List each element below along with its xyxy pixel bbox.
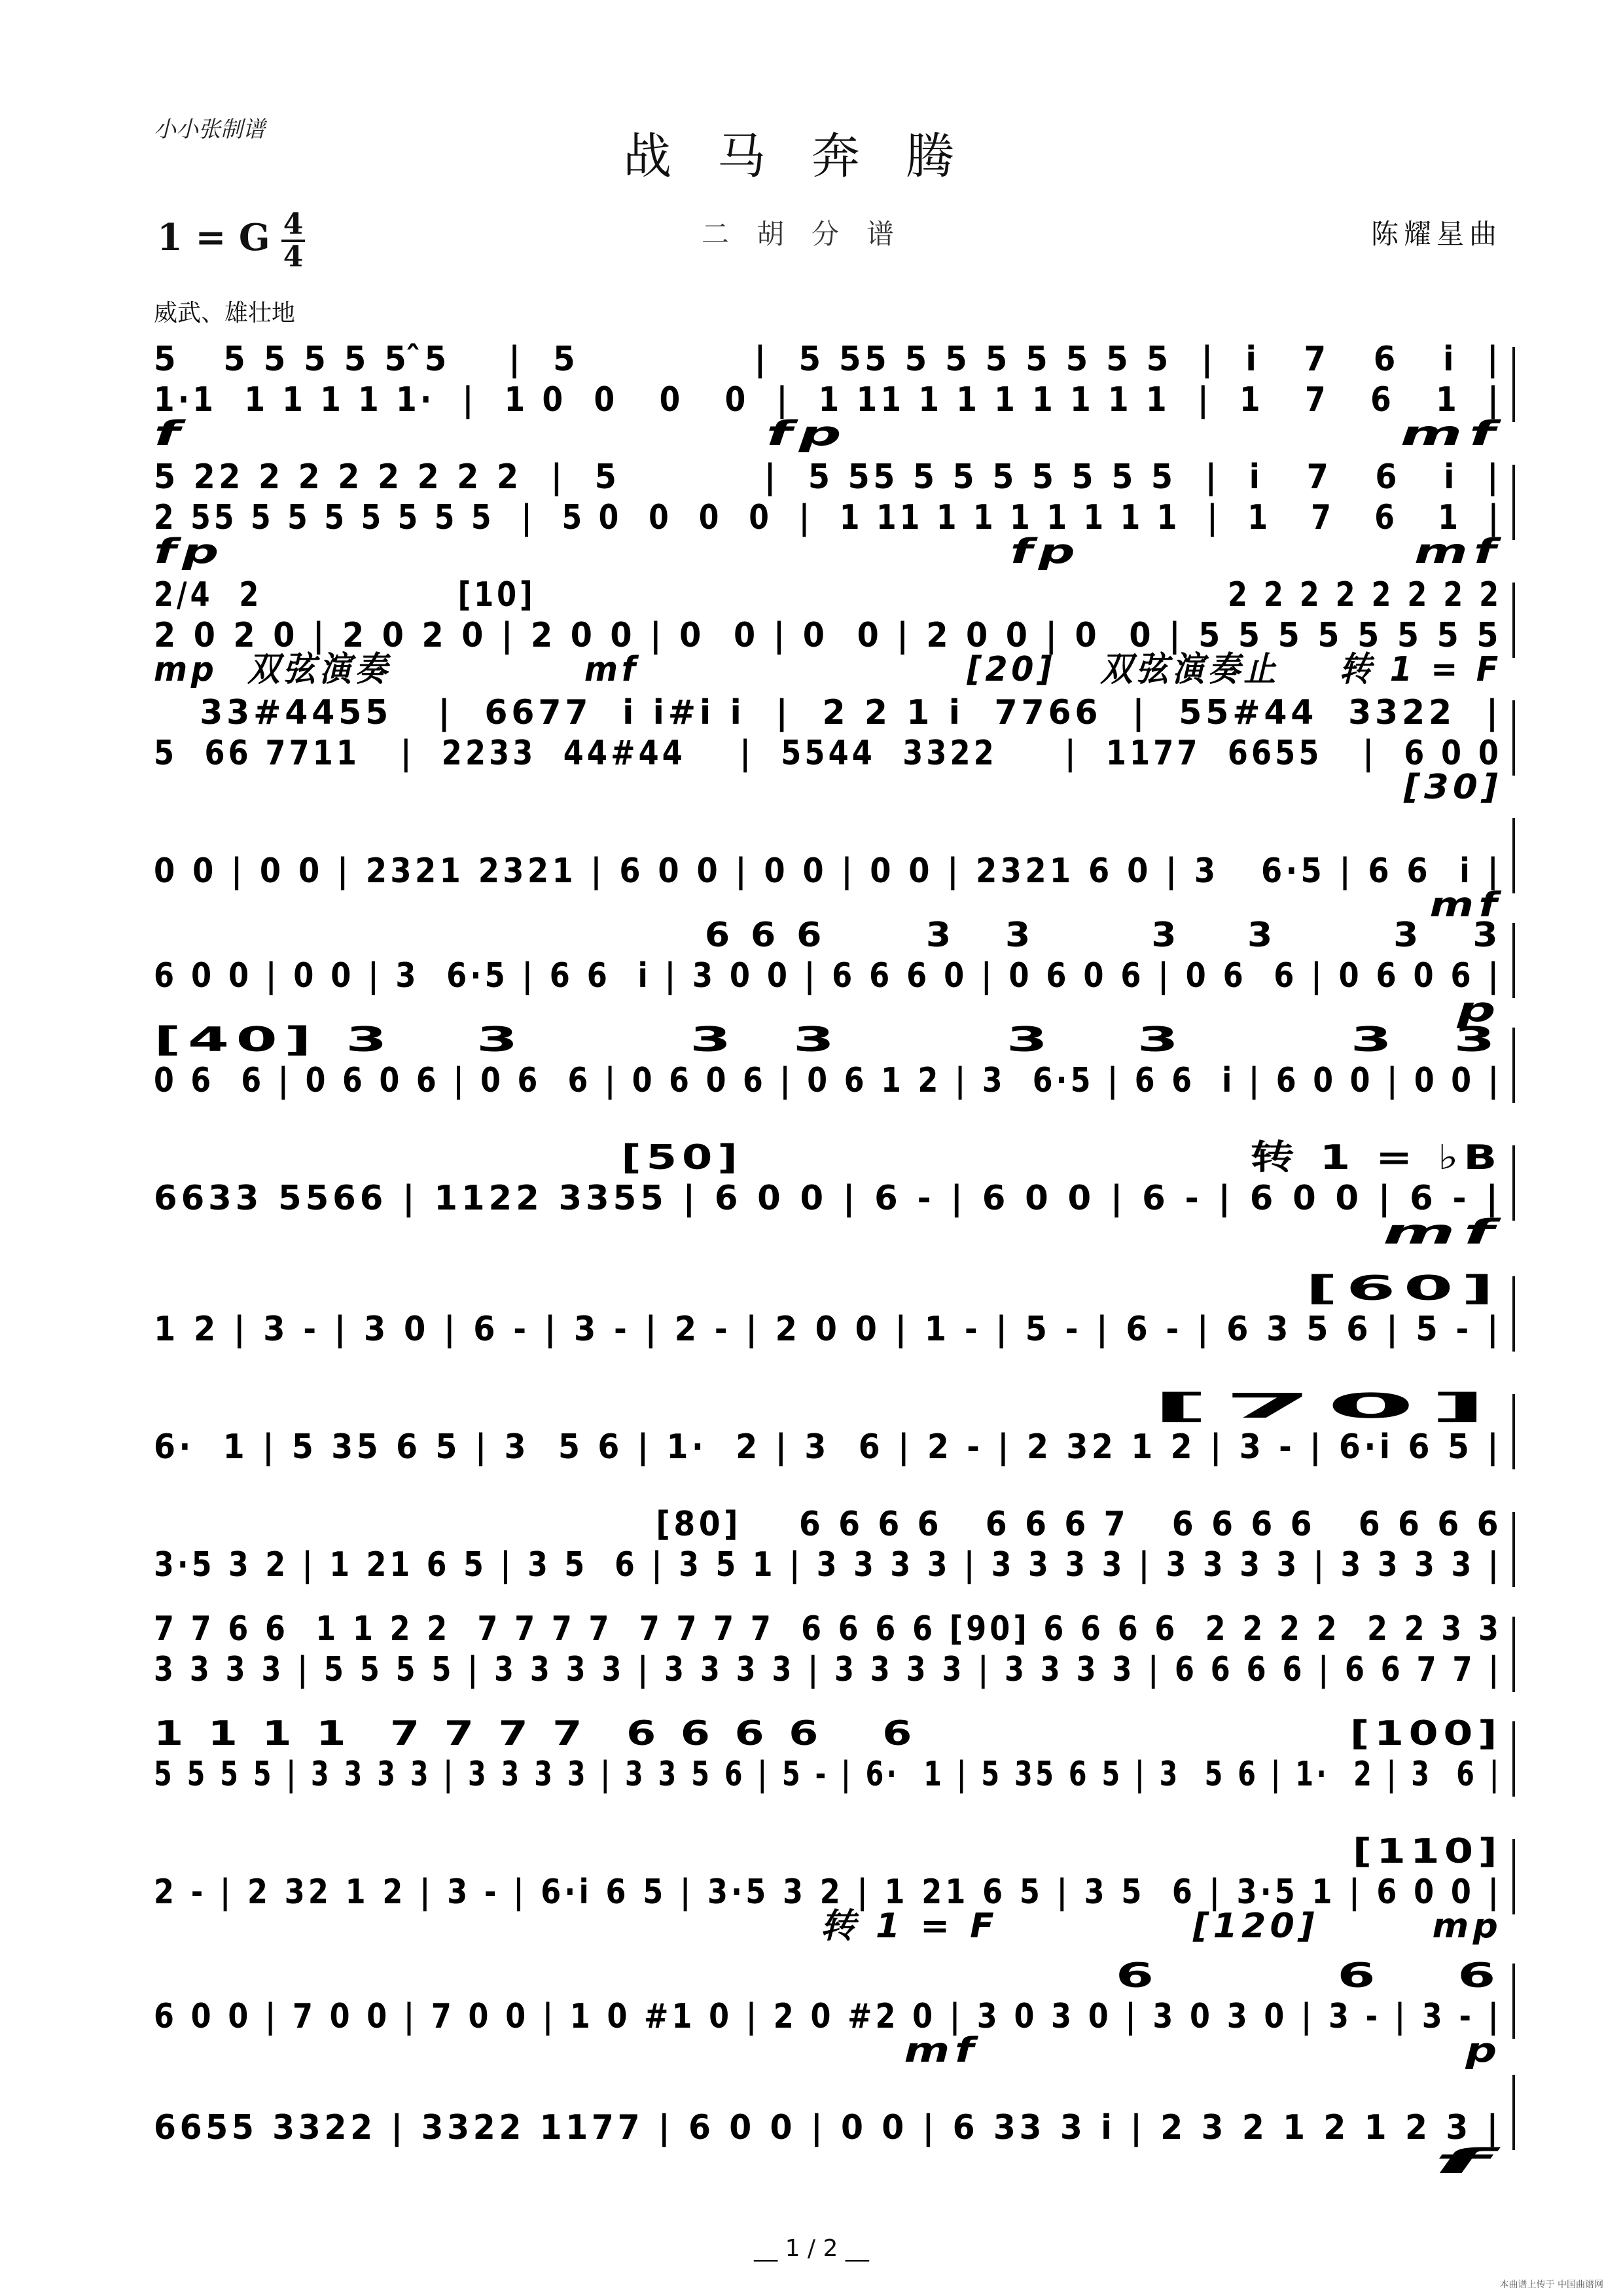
- dynamics-line: f: [154, 2142, 1503, 2181]
- upper-voice-line: [80] 6 6 6 6 6 6 6 7 6 6 6 6 6 6 6 6: [154, 1505, 1502, 1544]
- score-system: [154, 1139, 1515, 1250]
- system-staff: [154, 458, 1515, 569]
- system-staff: [154, 1021, 1515, 1132]
- upper-voice-line: 7 7 6 6 1 1 2 2 7 7 7 7 7 7 7 7 6 6 6 6 [90] 6 6 6 6 2 2 2 2 2 2 3 3: [154, 1609, 1502, 1649]
- lower-voice-line: 0 6 6 | 0 6 0 6 | 0 6 6 | 0 6 0 6 | 0 6 1 2 | 3 6·5 | 6 6 i | 6 0 0 | 0 0 |: [154, 1061, 1502, 1100]
- system-staff: [154, 916, 1515, 1028]
- lower-voice-line: 1 2 | 3 - | 3 0 | 6 - | 3 - | 2 - | 2 0 0 | 1 - | 5 - | 6 - | 6 3 5 6 | 5 - |: [154, 1310, 1502, 1349]
- upload-stamp: 本曲谱上传于 中国曲谱网: [1499, 2280, 1603, 2290]
- dynamics-line: f fp mf: [154, 414, 1503, 454]
- score-system: [154, 1388, 1515, 1499]
- score-system: [154, 1833, 1515, 1944]
- score-system: [154, 2068, 1515, 2179]
- system-staff: [154, 1833, 1515, 1944]
- score-system: [154, 340, 1515, 452]
- system-staff: [154, 1139, 1515, 1250]
- lower-voice-line: 6 0 0 | 7 0 0 | 7 0 0 | 1 0 #1 0 | 2 0 #2 0 | 3 0 3 0 | 3 0 3 0 | 3 - | 3 - |: [154, 1997, 1502, 2036]
- lower-voice-line: 2 0 2 0 | 2 0 2 0 | 2 0 0 | 0 0 | 0 0 | 2 0 0 | 0 0 | 5 5 5 5 5 5 5 5: [154, 616, 1502, 655]
- dynamics-line: mf: [154, 886, 1503, 925]
- upper-voice-line: 5 22 2 2 2 2 2 2 2 | 5 | 5 55 5 5 5 5 5 5 5 | i 7 6 i |: [154, 457, 1502, 497]
- score-system: [154, 1715, 1515, 1826]
- score-system: [154, 1610, 1515, 1721]
- subtitle: 二胡分谱: [701, 218, 921, 250]
- system-staff: [154, 1610, 1515, 1721]
- dynamics-line: mf p: [154, 2031, 1502, 2070]
- lower-voice-line: 0 0 | 0 0 | 2321 2321 | 6 0 0 | 0 0 | 0 0 | 2321 6 0 | 3 6·5 | 6 6 i |: [154, 852, 1502, 891]
- score-system: [154, 812, 1515, 923]
- system-staff: [154, 1957, 1515, 2068]
- lower-voice-line: 2 55 5 5 5 5 5 5 5 | 5 0 0 0 0 | 1 11 1 1 1 1 1 1 1 | 1 7 6 1 |: [154, 498, 1502, 537]
- upper-voice-line: 6 6 6 3 3 3 3 3 3: [154, 916, 1502, 955]
- dynamics-line: p: [154, 990, 1502, 1030]
- lower-voice-line: 5 66 7711 | 2233 44#44 | 5544 3322 | 1177 6655 | 6 0 0: [154, 734, 1502, 773]
- lower-voice-line: 6633 5566 | 1122 3355 | 6 0 0 | 6 - | 6 0 0 | 6 - | 6 0 0 | 6 - |: [154, 1179, 1502, 1218]
- time-top: 4: [283, 207, 304, 241]
- composer: 陈耀星曲: [1370, 218, 1502, 250]
- upper-voice-line: [60]: [154, 1269, 1502, 1308]
- score-system: [154, 1957, 1515, 2068]
- lower-voice-line: 1·1 1 1 1 1 1· | 1 0 0 0 0 | 1 11 1 1 1 1 1 1 1 | 1 7 6 1 |: [154, 380, 1502, 420]
- upper-voice-line: 33#4455 | 6677 i i#i i | 2 2 1 i 7766 | 55#44 3322 |: [154, 693, 1502, 732]
- dynamics-line: 转 1 = F [120] mp: [154, 1907, 1502, 1946]
- score-system: [154, 1505, 1515, 1617]
- system-staff: [154, 1270, 1515, 1381]
- system-staff: [154, 1388, 1515, 1499]
- lower-voice-line: 2 - | 2 32 1 2 | 3 - | 6·i 6 5 | 3·5 3 2 | 1 21 6 5 | 3 5 6 | 3·5 1 | 6 0 0 |: [154, 1873, 1502, 1912]
- page-title: 战马奔腾: [623, 128, 1000, 185]
- dynamics-line: [30]: [154, 768, 1502, 807]
- key-signature: 1 = G: [157, 216, 270, 259]
- system-staff: [154, 2068, 1515, 2179]
- expression-marking: 威武、雄壮地: [154, 300, 296, 327]
- system-staff: [154, 694, 1515, 805]
- lower-voice-line: 6655 3322 | 3322 1177 | 6 0 0 | 0 0 | 6 33 3 i | 2 3 2 1 2 1 2 3 |: [154, 2108, 1502, 2147]
- lower-voice-line: 6· 1 | 5 35 6 5 | 3 5 6 | 1· 2 | 3 6 | 2 - | 2 32 1 2 | 3 - | 6·i 6 5 |: [154, 1427, 1502, 1467]
- dynamics-line: mp 双弦演奏 mf [20] 双弦演奏止 转 1 = F: [154, 650, 1502, 689]
- upper-voice-line: 1 1 1 1 7 7 7 7 6 6 6 6 6 [100]: [154, 1714, 1502, 1753]
- time-bottom: 4: [283, 240, 304, 274]
- dynamics-line: mf: [154, 1213, 1503, 1252]
- upper-voice-line: [40] 3 3 3 3 3 3 3 3: [154, 1020, 1502, 1060]
- lower-voice-line: 6 0 0 | 0 0 | 3 6·5 | 6 6 i | 3 0 0 | 6 6 6 0 | 0 6 0 6 | 0 6 6 | 0 6 0 6 |: [154, 956, 1502, 996]
- score-system: [154, 576, 1515, 687]
- page-number: __ 1 / 2 __: [754, 2235, 869, 2262]
- system-staff: [154, 812, 1515, 923]
- upper-voice-line: [110]: [154, 1832, 1502, 1871]
- system-staff: [154, 576, 1515, 687]
- system-staff: [154, 1505, 1515, 1617]
- lower-voice-line: 3 3 3 3 | 5 5 5 5 | 3 3 3 3 | 3 3 3 3 | 3 3 3 3 | 3 3 3 3 | 6 6 6 6 | 6 6 7 7 |: [154, 1650, 1502, 1689]
- arranger-credit: 小小张制谱: [154, 117, 265, 143]
- upper-voice-line: 5 5 5 5 5 5 ̂5 | 5 | 5 55 5 5 5 5 5 5 5 | i 7 6 i |: [154, 340, 1502, 379]
- upper-voice-line: 2/4 2 [10] 2 2 2 2 2 2 2 2: [154, 575, 1502, 615]
- upper-voice-line: [50] 转 1 = ♭B: [154, 1138, 1502, 1177]
- system-staff: [154, 340, 1515, 452]
- lower-voice-line: 5 5 5 5 | 3 3 3 3 | 3 3 3 3 | 3 3 5 6 | 5 - | 6· 1 | 5 35 6 5 | 3 5 6 | 1· 2 | 3 6 |: [154, 1755, 1502, 1794]
- score-system: [154, 694, 1515, 805]
- score-system: [154, 1021, 1515, 1132]
- score-system: [154, 458, 1515, 569]
- system-staff: [154, 1715, 1515, 1826]
- lower-voice-line: 3·5 3 2 | 1 21 6 5 | 3 5 6 | 3 5 1 | 3 3 3 3 | 3 3 3 3 | 3 3 3 3 | 3 3 3 3 |: [154, 1545, 1502, 1585]
- score-system: [154, 916, 1515, 1028]
- upper-voice-line: [70]: [154, 1387, 1502, 1426]
- score-system: [154, 1270, 1515, 1381]
- upper-voice-line: 6 6 6: [154, 1956, 1502, 1996]
- dynamics-line: fp fp mf: [154, 532, 1503, 571]
